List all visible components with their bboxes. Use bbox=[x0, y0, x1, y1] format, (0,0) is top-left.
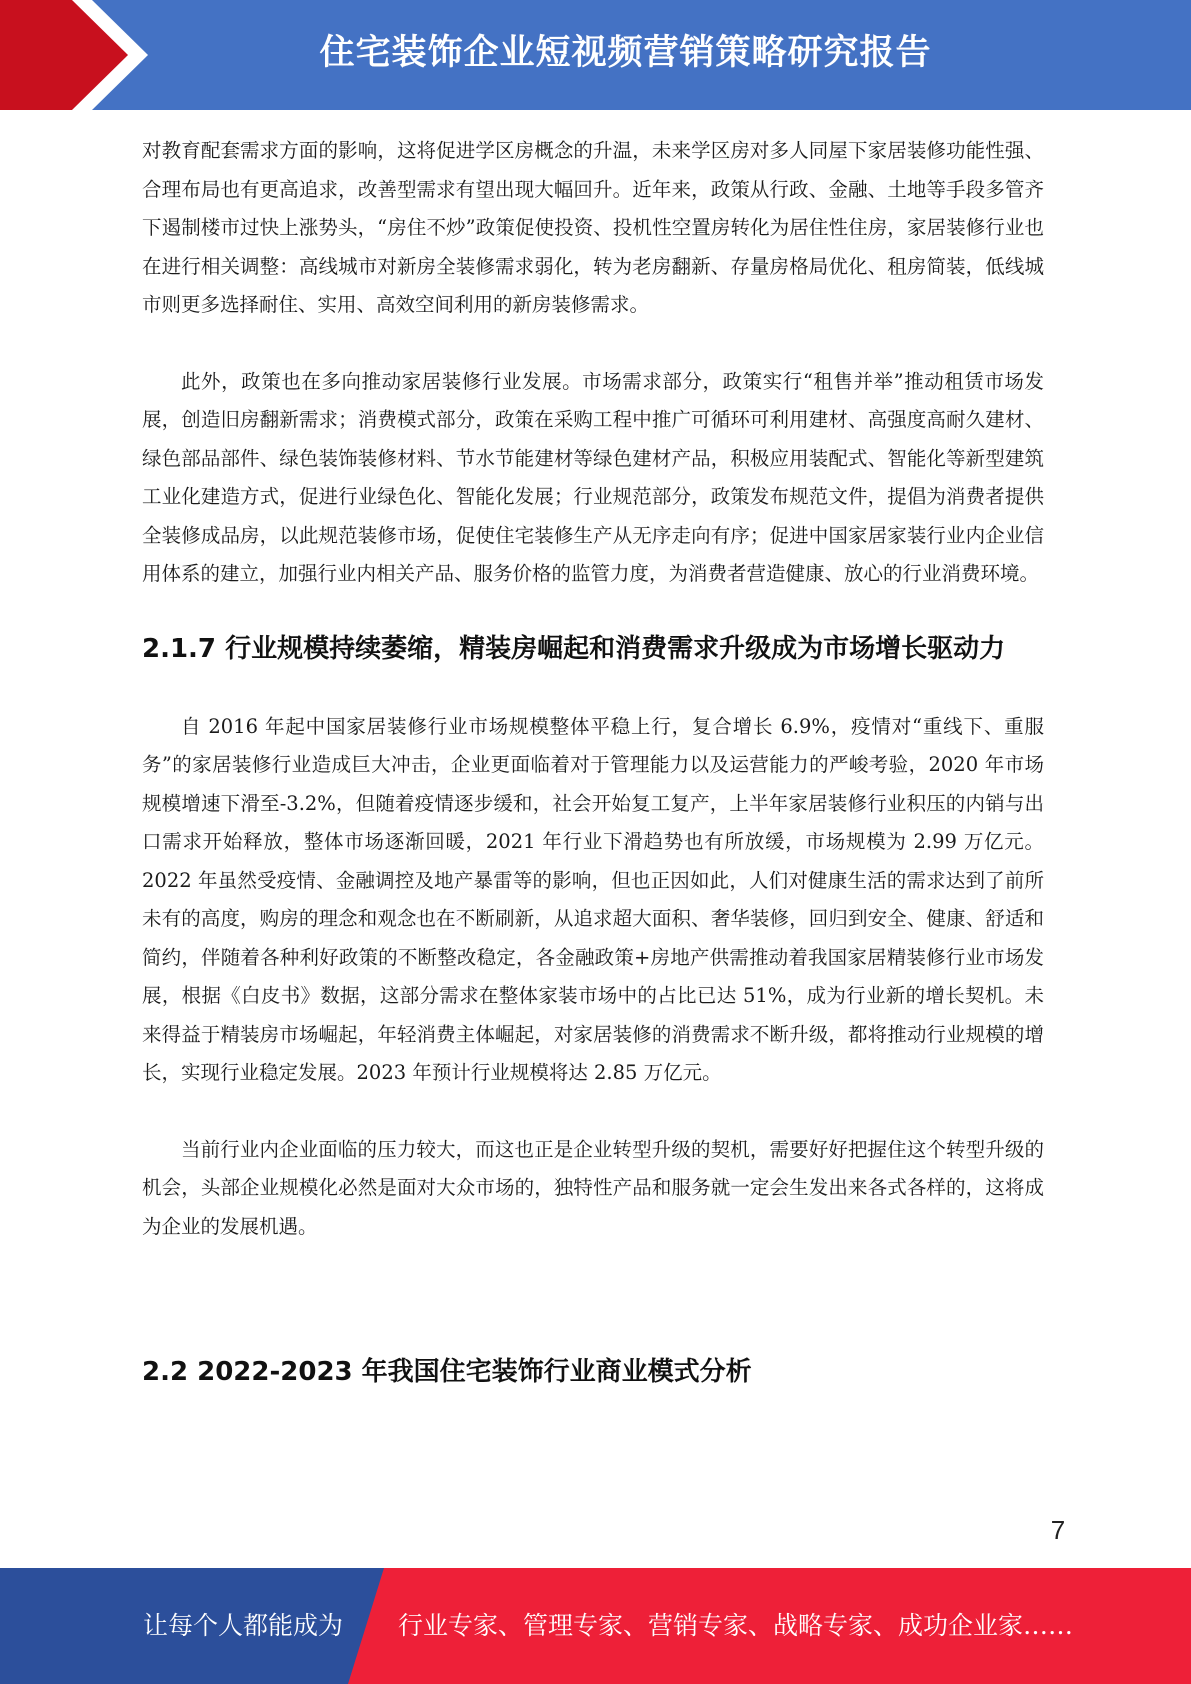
section-heading-2-2: 2.2 2022-2023 年我国住宅装饰行业商业模式分析 bbox=[142, 1357, 752, 1387]
main-content bbox=[142, 132, 1044, 1393]
section-heading-2-1-7: 2.1.7 行业规模持续萎缩，精装房崛起和消费需求升级成为市场增长驱动力 bbox=[142, 633, 1006, 664]
paragraph-2: 此外，政策也在多向推动家居装修行业发展。市场需求部分，政策实行“租售并举”推动租赁市场发展，创造旧房翻新需求；消费模式部分，政策在采购工程中推广可循环可利用建材、高强度高耐久建材、绿色部品部件、绿色装饰装修材料、节水节能建材等绿色建材产品，积极应用装配式、智能化等新型建筑工业化建造方式，促进行业绿色化、智能化发展；行业规范部分，政策发布规范文件，提倡为消费者提供全装修成品房，以此规范装修市场，促使住宅装修生产从无序走向有序；促进中国家居家装行业内企业信用体系的建立，加强行业内相关产品、服务价格的监管力度，为消费者营造健康、放心的行业消费环境。 bbox=[142, 369, 1044, 585]
footer-slogan-left: 让每个人都能成为 bbox=[143, 1611, 344, 1640]
footer-slogan-right: 行业专家、管理专家、营销专家、战略专家、成功企业家…… bbox=[398, 1611, 1074, 1640]
paragraph-4: 当前行业内企业面临的压力较大，而这也正是企业转型升级的契机，需要好好把握住这个转型升级的机会，头部企业规模化必然是面对大众市场的，独特性产品和服务就一定会生发出来各式各样的，这将成为企业的发展机遇。 bbox=[142, 1137, 1044, 1238]
document-title: 住宅装饰企业短视频营销策略研究报告 bbox=[319, 33, 932, 73]
header-banner bbox=[0, 0, 1191, 110]
paragraph-1: 对教育配套需求方面的影响，这将促进学区房概念的升温，未来学区房对多人同屋下家居装修功能性强、合理布局也有更高追求，改善型需求有望出现大幅回升。近年来，政策从行政、金融、土地等手段多管齐下遏制楼市过快上涨势头，“房住不炒”政策促使投资、投机性空置房转化为居住性住房，家居装修行业也在进行相关调整：高线城市对新房全装修需求弱化，转为老房翻新、存量房格局优化、租房简装，低线城市则更多选择耐住、实用、高效空间利用的新房装修需求。 bbox=[142, 139, 1044, 316]
page-number: 7 bbox=[1050, 1515, 1066, 1545]
footer-banner bbox=[0, 1568, 1191, 1684]
paragraph-3: 自 2016 年起中国家居装修行业市场规模整体平稳上行，复合增长 6.9%，疫情对“重线下、重服务”的家居装修行业造成巨大冲击，企业更面临着对于管理能力以及运营能力的严峻考验，2020 年市场规模增速下滑至-3.2%，但随着疫情逐步缓和，社会开始复工复产，上半年家居装修行业积压的内销与出口需求开始释放，整体市场逐渐回暖，2021 年行业下滑趋势也有所放缓，市场规模为 2.99 万亿元。2022 年虽然受疫情、金融调控及地产暴雷等的影响，但也正因如此，人们对健康生活的需求达到了前所未有的高度，购房的理念和观念也在不断刷新，从追求超大面积、奢华装修，回归到安全、健康、舒适和简约，伴随着各种利好政策的不断整改稳定，各金融政策+房地产供需推动着我国家居精装修行业市场发展，根据《白皮书》数据，这部分需求在整体家装市场中的占比已达 51%，成为行业新的增长契机。未来得益于精装房市场崛起，年轻消费主体崛起，对家居装修的消费需求不断升级，都将推动行业规模的增长，实现行业稳定发展。2023 年预计行业规模将达 2.85 万亿元。 bbox=[142, 714, 1044, 1084]
